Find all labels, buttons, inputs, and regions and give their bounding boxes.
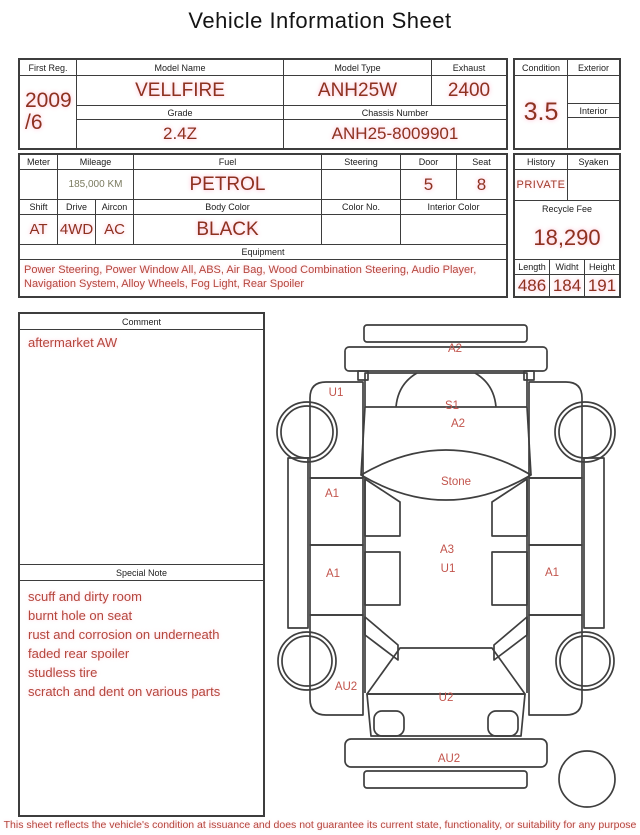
history-label: History [515, 155, 568, 170]
meter-value [20, 170, 58, 200]
wiper-arc-right [475, 373, 496, 407]
fuel-label: Fuel [134, 155, 322, 170]
body-color-label: Body Color [134, 200, 322, 215]
note-line: faded rear spoiler [28, 646, 130, 661]
interior-color-label: Interior Color [401, 200, 506, 215]
comment-notes-box [18, 312, 265, 817]
height-value: 191 [587, 275, 617, 295]
rear-left-wheel [278, 632, 336, 690]
drive-value: 4WD [58, 215, 96, 245]
front-right-wheel [555, 402, 615, 462]
exterior-value [568, 76, 619, 104]
rear-right-wheel [556, 632, 614, 690]
equipment-label: Equipment [20, 245, 506, 260]
aircon-value: AC [96, 215, 134, 245]
comment-body [20, 330, 263, 565]
specs-table [18, 153, 508, 298]
right-rocker-shape [584, 458, 604, 628]
width-label: Widht [550, 260, 585, 275]
damage-label-roof-u1: U1 [440, 563, 456, 575]
body-color-value: BLACK [134, 215, 322, 245]
grade-value: 2.4Z [77, 120, 284, 148]
right-rear-door-shape [529, 545, 582, 615]
seat-value: 8 [457, 170, 506, 200]
grade-label: Grade [77, 106, 284, 120]
damage-label-rear-left-quarter: AU2 [334, 681, 358, 693]
damage-label-rear-bumper: AU2 [437, 753, 461, 765]
damage-label-hood-s1: S1 [444, 400, 460, 412]
exhaust-value: 2400 [432, 76, 506, 106]
fuel-value: PETROL [134, 170, 322, 200]
damage-label-front-left-fender: U1 [328, 387, 344, 399]
model-type-value: ANH25W [284, 76, 432, 106]
width-value: 184 [550, 275, 585, 296]
recycle-fee-value: 18,290 [533, 224, 601, 250]
length-label: Length [515, 260, 550, 275]
door-label: Door [401, 155, 457, 170]
front-left-wheel [277, 402, 337, 462]
right-front-door-shape [529, 478, 582, 545]
model-type-label: Model Type [284, 60, 432, 76]
condition-score: 3.5 [515, 76, 568, 148]
damage-label-hood-a2: A2 [450, 418, 466, 430]
special-note-header: Special Note [20, 565, 263, 581]
note-line: scuff and dirty room [28, 589, 142, 604]
condition-box [513, 58, 621, 150]
special-note-body [20, 581, 263, 815]
mileage-label: Mileage [58, 155, 134, 170]
interior-value [568, 118, 619, 148]
left-rocker-shape [288, 458, 308, 628]
meter-label: Meter [20, 155, 58, 170]
door-value: 5 [401, 170, 457, 200]
model-name-label: Model Name [77, 60, 284, 76]
left-rear-door-shape [310, 545, 363, 615]
syaken-label: Syaken [568, 155, 619, 170]
model-name-value: VELLFIRE [77, 76, 284, 106]
steering-label: Steering [322, 155, 401, 170]
drive-label: Drive [58, 200, 96, 215]
interior-label: Interior [568, 104, 619, 118]
comment-text: aftermarket AW [28, 335, 118, 350]
wiper-arc-left [396, 373, 417, 407]
color-no-label: Color No. [322, 200, 401, 215]
mileage-value: 185,000 KM [58, 170, 134, 200]
damage-label-windshield-stone: Stone [440, 476, 472, 488]
height-label: Height [585, 260, 619, 275]
note-line: studless tire [28, 665, 98, 680]
damage-label-left-front-door: A1 [324, 488, 340, 500]
aircon-label: Aircon [96, 200, 134, 215]
note-line: scratch and dent on various parts [28, 684, 221, 699]
exterior-label: Exterior [568, 60, 619, 76]
exhaust-label: Exhaust [432, 60, 506, 76]
disclaimer-text: This sheet reflects the vehicle's condition at issuance and does not guarantee its current state, functionality, or suitability for any purpose [3, 819, 637, 831]
interior-color-value [401, 215, 506, 245]
front-bumper-shape [345, 347, 547, 371]
damage-label-rear-gate: U2 [438, 692, 454, 704]
first-reg-label: First Reg. [20, 60, 77, 76]
color-no-value [322, 215, 401, 245]
first-reg-value: 2009 /6 [20, 76, 77, 148]
comment-header: Comment [20, 314, 263, 330]
history-value: PRIVATE [515, 170, 568, 200]
damage-label-right-door: A1 [544, 567, 560, 579]
note-line: burnt hole on seat [28, 608, 133, 623]
history-box [513, 153, 621, 298]
seat-label: Seat [457, 155, 506, 170]
equipment-list: Power Steering, Power Window All, ABS, Air Bag, Wood Combination Steering, Audio Player, Navigation System, Alloy Wheels, Fog Light, Rear Spoiler [24, 264, 477, 290]
registration-table [18, 58, 508, 150]
syaken-value [568, 170, 619, 200]
car-top-view-diagram [270, 305, 640, 810]
chassis-number-value: ANH25-8009901 [331, 124, 459, 143]
damage-label-left-rear-door: A1 [325, 568, 341, 580]
steering-value [322, 170, 401, 200]
recycle-fee-label: Recycle Fee [541, 203, 593, 214]
condition-label: Condition [515, 60, 568, 76]
shift-value: AT [20, 215, 58, 245]
shift-label: Shift [20, 200, 58, 215]
damage-label-roof-a3: A3 [439, 544, 455, 556]
length-value: 486 [515, 275, 550, 296]
front-plate-shape [364, 325, 527, 342]
chassis-number-label: Chassis Number [284, 106, 506, 120]
spare-tire [559, 751, 615, 807]
note-line: rust and corrosion on underneath [28, 627, 220, 642]
rear-plate-shape [364, 771, 527, 788]
page-title: Vehicle Information Sheet [188, 8, 452, 33]
damage-label-front-bumper: A2 [447, 343, 463, 355]
